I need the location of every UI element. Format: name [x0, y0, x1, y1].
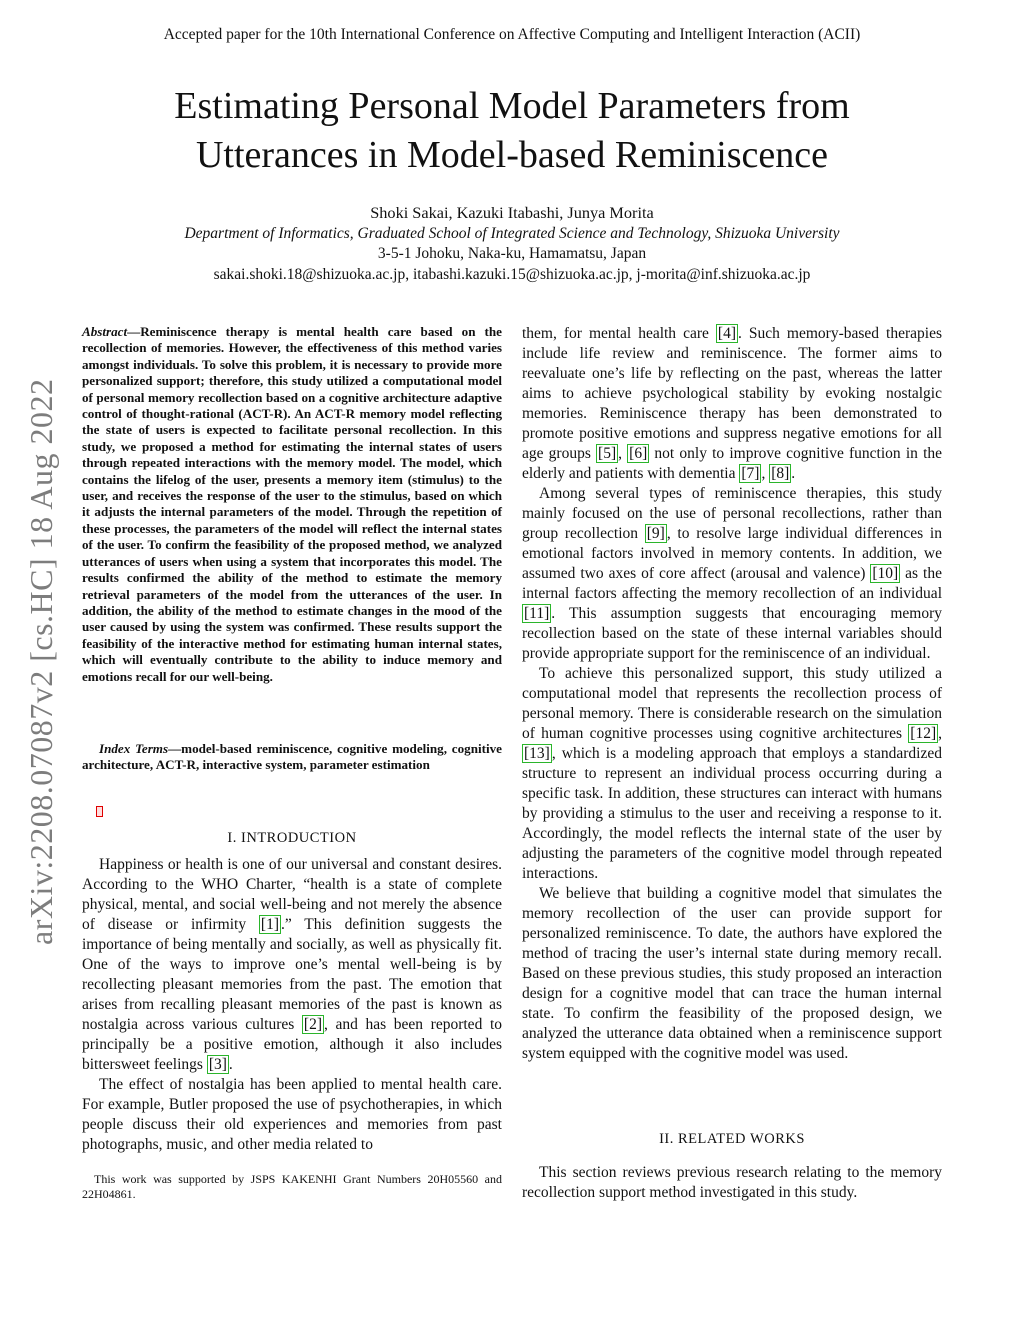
annotation-marker	[96, 806, 103, 817]
citation-link[interactable]: [5]	[598, 445, 617, 462]
title-line-2: Utterances in Model-based Reminiscence	[195, 134, 829, 176]
arxiv-id: arXiv:2208.07087v2 [cs.HC] 18 Aug 2022	[23, 378, 59, 945]
paragraph: The effect of nostalgia has been applied to mental health care. For example, Butler proposed the use of psychotherapies, in which people discuss their old experiences and memories from past photographs, music, and other media related to	[82, 1076, 502, 1153]
affiliation: Department of Informatics, Graduated School of Integrated Science and Technology, Shizuoka University	[184, 225, 840, 242]
citation-link[interactable]: [7]	[741, 465, 760, 482]
section-heading-related-works: II. RELATED WORKS	[659, 1131, 805, 1147]
paragraph: To achieve this personalized support, this study utilized a computational model that represents the recollection process of personal memory. There is considerable research on the simulation of human cognitive processes using cognitive architectures [12] , [13] , which is a modeling approach that employs a standardized structure to represent an individual process occurring during a specific task. In addition, these structures can interact with humans by providing a stimulus to the user and receiving a response to it. Accordingly, the model reflects the internal state of the user by adjusting the parameters of the cognitive model through repeated interactions.	[522, 665, 942, 882]
index-terms	[82, 741, 502, 774]
emails: sakai.shoki.18@shizuoka.ac.jp, itabashi.kazuki.15@shizuoka.ac.jp, j-morita@inf.shizuoka.ac.jp	[213, 266, 811, 283]
index-terms-label: Index Terms	[99, 741, 169, 756]
paragraph: them, for mental health care [4] . Such memory-based therapies include life review and reminiscence. The former aims to reevaluate one’s life by reflecting on the past, whereas the latter aims to achieve psychological stability by evoking nostalgic memories. Reminiscence therapy has been demonstrated to promote positive emotions and suppress negative emotions for all age groups [5] , [6] not only to improve cognitive function in the elderly and patients with dementia [7] , [8] .	[522, 325, 943, 482]
abstract	[82, 324, 502, 685]
citation-link[interactable]: [9]	[646, 525, 665, 542]
citation-link[interactable]: [13]	[524, 745, 550, 762]
citation-link[interactable]: [4]	[717, 325, 736, 342]
citation-link[interactable]: [1]	[260, 916, 279, 933]
citation-link[interactable]: [10]	[872, 565, 899, 582]
paragraph: This section reviews previous research relating to the memory recollection support method investigated in this study.	[522, 1164, 942, 1201]
paragraph: Happiness or health is one of our universal and constant desires. According to the WHO Charter, “health is a state of complete physical, mental, and social well-being and not merely the absence of disease or infirmity [1] .” This definition suggests the importance of being mentally and socially, as well as physically fit. One of the ways to improve one’s mental well-being is by recollecting pleasant memories from the past. The emotion that arises from recalling pleasant memories of the past is known as nostalgia across various cultures [2] , and has been reported to principally be a positive emotion, although it also includes bittersweet feelings [3] .	[82, 856, 502, 1073]
title-line-1: Estimating Personal Model Parameters from	[174, 85, 850, 127]
citation-link[interactable]: [12]	[910, 725, 937, 742]
paragraph: Among several types of reminiscence therapies, this study mainly focused on the use of personal recollections, rather than group recollection [9] , to resolve large individual differences in emotional factors involved in memory contents. In addition, we assumed two axes of core affect (arousal and valence) [10] as the internal factors affecting the memory recollection of an individual [11] . This assumption suggests that encouraging memory recollection based on the state of these internal variables should provide appropriate support for the reminiscence of an individual.	[522, 485, 942, 662]
arxiv-stamp	[15, 345, 70, 945]
abstract-text: —Reminiscence therapy is mental health care based on the recollection of memories. However, the effectiveness of this method varies amongst individuals. To solve this problem, it is necessary to provide more personalized support; therefore, this study utilized a computational model of personal memory recollection based on a cognitive architecture adaptive control of thought-rational (ACT-R). An ACT-R memory model reflecting the state of users is expected to facilitate personal recollection. In this study, we proposed a method for estimating the internal states of users through repeated interactions with the memory model. The model, which contains the lifelog of the user, presents a memory item (stimulus) to the user, and receives the response of the user to the stimulus, based on which it adjusts the internal parameters of the model. Through the repetition of these processes, the parameters of the model will reflect the internal states of the user. To confirm the feasibility of the proposed method, we analyzed utterances of users when using a system that incorporates this model. The results confirmed the ability of the method to estimate the memory retrieval parameters of the model from the utterances of the user. In addition, the ability of the method to estimate changes in the mood of the user caused by using the system was confirmed. These results support the feasibility of the interactive method for estimating human internal states, which will eventually contribute to the ability to induce memory and emotions recall for our well-being.	[82, 324, 502, 684]
introduction-text	[82, 855, 502, 1155]
index-terms-text: —model-based reminiscence, cognitive modeling, cognitive architecture, ACT-R, interactive system, parameter estimation	[82, 741, 502, 773]
citation-link[interactable]: [2]	[303, 1016, 322, 1033]
abstract-label: Abstract	[82, 324, 128, 339]
right-column-text	[522, 324, 942, 1064]
citation-link[interactable]: [6]	[629, 445, 648, 462]
citation-link[interactable]: [11]	[524, 605, 550, 622]
authors: Shoki Sakai, Kazuki Itabashi, Junya Morita	[370, 203, 654, 222]
citation-link[interactable]: [3]	[208, 1056, 227, 1073]
related-works-text	[522, 1163, 942, 1203]
footnote: This work was supported by JSPS KAKENHI Grant Numbers 20H05560 and 22H04861.	[82, 1172, 502, 1201]
paper-title	[100, 82, 924, 180]
address: 3-5-1 Johoku, Naka-ku, Hamamatsu, Japan	[377, 245, 647, 262]
citation-link[interactable]: [8]	[771, 465, 790, 482]
section-heading-introduction: I. INTRODUCTION	[227, 830, 357, 846]
paragraph: We believe that building a cognitive model that simulates the memory recollection of the user can provide support for personalized reminiscence. To date, the authors have explored the method of tracing the user’s internal state during memory recall. Based on these previous studies, this study proposed an interaction design for a cognitive model that can trace the human internal state. To confirm the feasibility of the proposed design, we analyzed the utterance data obtained when a reminiscence support system equipped with the cognitive model was used.	[522, 885, 942, 1062]
conference-header: Accepted paper for the 10th International Conference on Affective Computing and Intelligent Interaction (ACII)	[163, 26, 861, 43]
